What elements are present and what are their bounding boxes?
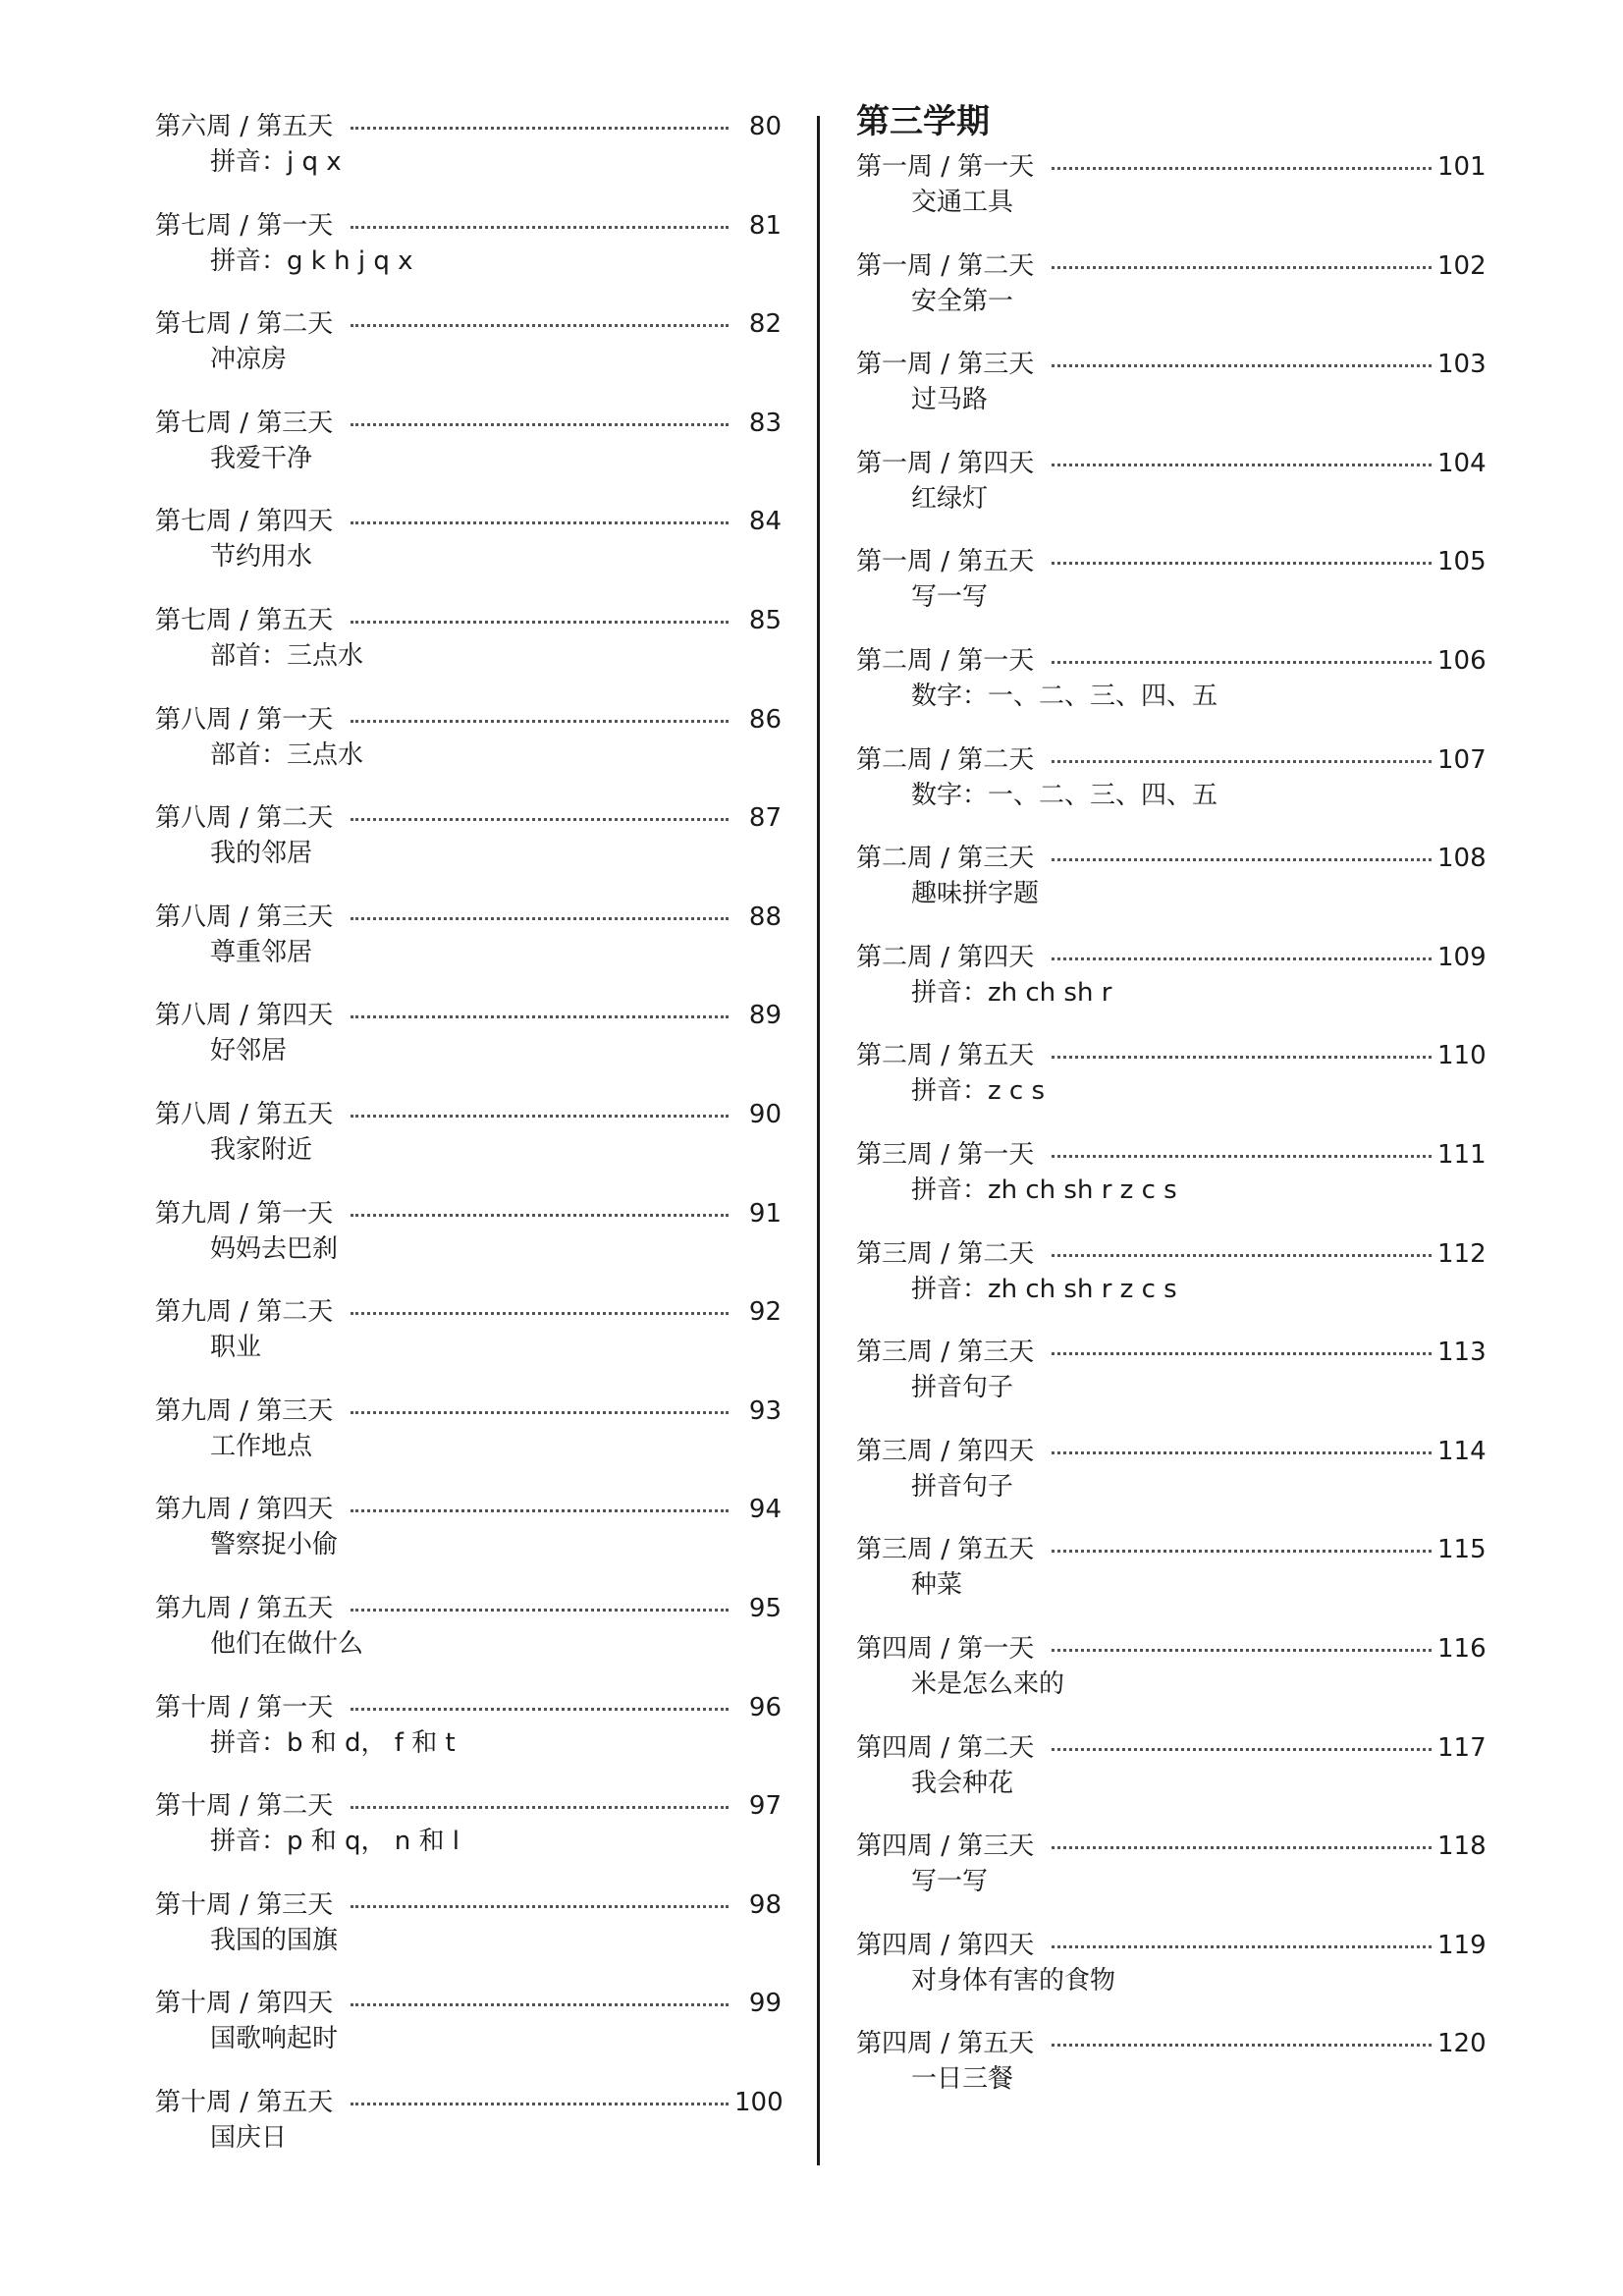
toc-entry-label: 第十周 / 第五天 xyxy=(155,2088,334,2117)
toc-entry[interactable] xyxy=(155,601,782,676)
toc-entry-page-number: 115 xyxy=(1437,1535,1487,1565)
toc-entry-label: 第九周 / 第四天 xyxy=(155,1495,334,1525)
toc-entry-subtitle: 数字：一、二、三、四、五 xyxy=(911,780,1218,810)
toc-entry-subtitle: 尊重邻居 xyxy=(210,937,313,967)
toc-entry[interactable] xyxy=(856,1629,1485,1704)
toc-entry-heading-line xyxy=(856,1135,1485,1175)
dot-leader xyxy=(1052,1846,1432,1849)
dot-leader xyxy=(1052,1945,1432,1948)
toc-entry[interactable] xyxy=(856,542,1485,617)
toc-entry-page-number: 89 xyxy=(748,1001,782,1031)
toc-entry-heading-line xyxy=(155,206,782,246)
toc-entry-label: 第七周 / 第三天 xyxy=(155,408,334,438)
toc-entry-subtitle: 工作地点 xyxy=(210,1431,313,1461)
toc-entry-page-number: 119 xyxy=(1437,1930,1487,1960)
toc-entry-label: 第一周 / 第五天 xyxy=(856,547,1035,577)
dot-leader xyxy=(351,917,729,920)
toc-entry-page-number: 104 xyxy=(1437,448,1487,478)
toc-entry-subtitle: 他们在做什么 xyxy=(210,1629,364,1659)
toc-entry-subtitle: 我的邻居 xyxy=(210,839,313,869)
dot-leader xyxy=(351,1214,729,1217)
toc-entry-heading-line xyxy=(155,1786,782,1826)
toc-entry-subtitle: 写一写 xyxy=(911,1867,989,1897)
toc-entry-heading-line xyxy=(155,2083,782,2122)
toc-entry-subtitle: 我家附近 xyxy=(210,1135,313,1165)
toc-entry-subtitle: 拼音：zh ch sh r xyxy=(911,977,1112,1008)
toc-entry-subtitle: 拼音：zh ch sh r z c s xyxy=(911,1175,1177,1205)
toc-entry-subtitle: 国歌响起时 xyxy=(210,2024,339,2054)
toc-entry-subtitle: 拼音：z c s xyxy=(911,1076,1046,1107)
toc-entry-label: 第三周 / 第二天 xyxy=(856,1238,1035,1269)
toc-entry-subtitle: 对身体有害的食物 xyxy=(911,1965,1116,1995)
toc-entry-subtitle: 警察捉小偷 xyxy=(210,1530,339,1560)
toc-entry-page-number: 108 xyxy=(1437,844,1487,874)
toc-entry-subtitle: 拼音：j q x xyxy=(210,147,342,177)
dot-leader xyxy=(351,2103,729,2105)
dot-leader xyxy=(1052,760,1432,763)
toc-entry-subtitle: 种菜 xyxy=(911,1570,963,1601)
toc-entry-subtitle: 数字：一、二、三、四、五 xyxy=(911,682,1218,711)
toc-entry-label: 第二周 / 第二天 xyxy=(856,744,1035,775)
toc-entry-page-number: 101 xyxy=(1437,152,1487,182)
toc-entry-subtitle: 写一写 xyxy=(911,582,989,613)
dot-leader xyxy=(1052,1056,1432,1059)
dot-leader xyxy=(351,720,729,723)
dot-leader xyxy=(351,1905,729,1908)
toc-entry-page-number: 81 xyxy=(748,210,782,241)
toc-entry-heading-line xyxy=(856,1530,1485,1569)
toc-entry-subtitle: 趣味拼字题 xyxy=(911,879,1040,909)
toc-entry-subtitle: 拼音句子 xyxy=(911,1373,1014,1403)
toc-entry-heading-line xyxy=(155,304,782,344)
toc-entry-label: 第七周 / 第四天 xyxy=(155,507,334,537)
toc-entry-label: 第三周 / 第一天 xyxy=(856,1140,1035,1170)
toc-entry[interactable] xyxy=(155,1589,782,1664)
toc-entry-subtitle: 米是怎么来的 xyxy=(911,1669,1065,1699)
section-title: 第三学期 xyxy=(856,102,990,141)
toc-entry-page-number: 93 xyxy=(748,1395,782,1426)
toc-entry-heading-line xyxy=(856,345,1485,384)
toc-entry-label: 第三周 / 第五天 xyxy=(856,1535,1035,1565)
dot-leader xyxy=(1052,858,1432,861)
toc-entry[interactable] xyxy=(856,1333,1485,1407)
dot-leader xyxy=(1052,1748,1432,1751)
toc-entry-label: 第九周 / 第五天 xyxy=(155,1594,334,1623)
toc-entry-page-number: 107 xyxy=(1437,744,1487,775)
toc-entry-heading-line xyxy=(856,1333,1485,1372)
toc-entry-label: 第一周 / 第三天 xyxy=(856,350,1035,380)
toc-entry-page-number: 97 xyxy=(748,1791,782,1822)
toc-entry[interactable] xyxy=(155,206,782,281)
toc-entry-subtitle: 职业 xyxy=(210,1333,262,1363)
toc-entry[interactable] xyxy=(155,1984,782,2058)
toc-entry[interactable] xyxy=(155,1786,782,1861)
toc-entry-heading-line xyxy=(856,740,1485,780)
toc-entry-label: 第十周 / 第一天 xyxy=(155,1692,334,1722)
dot-leader xyxy=(351,621,729,624)
toc-entry-heading-line xyxy=(155,1688,782,1727)
toc-entry[interactable] xyxy=(856,1926,1485,2000)
dot-leader xyxy=(1052,562,1432,565)
toc-entry-subtitle: 国庆日 xyxy=(210,2123,288,2153)
toc-entry-page-number: 103 xyxy=(1437,350,1487,380)
toc-entry[interactable] xyxy=(856,1135,1485,1210)
toc-entry-label: 第八周 / 第四天 xyxy=(155,1001,334,1031)
toc-entry-heading-line xyxy=(155,1194,782,1233)
toc-entry-page-number: 80 xyxy=(748,112,782,141)
dot-leader xyxy=(1052,167,1432,170)
toc-entry[interactable] xyxy=(856,740,1485,815)
toc-entry-page-number: 112 xyxy=(1437,1238,1487,1269)
toc-entry-page-number: 102 xyxy=(1437,250,1487,281)
dot-leader xyxy=(1052,1550,1432,1553)
toc-entry[interactable] xyxy=(856,1827,1485,1901)
toc-entry-page-number: 113 xyxy=(1437,1338,1487,1368)
toc-entry-page-number: 85 xyxy=(748,606,782,635)
toc-entry-label: 第十周 / 第二天 xyxy=(155,1791,334,1822)
toc-entry-label: 第十周 / 第四天 xyxy=(155,1989,334,2019)
toc-entry[interactable] xyxy=(155,1886,782,1960)
toc-entry-heading-line xyxy=(155,898,782,937)
toc-entry-page-number: 109 xyxy=(1437,942,1487,972)
toc-entry-page-number: 98 xyxy=(748,1889,782,1920)
toc-entry-heading-line xyxy=(856,839,1485,878)
toc-entry-page-number: 110 xyxy=(1437,1041,1487,1071)
toc-entry-label: 第二周 / 第三天 xyxy=(856,844,1035,874)
toc-entry-subtitle: 安全第一 xyxy=(911,286,1014,316)
toc-entry[interactable] xyxy=(856,938,1485,1012)
toc-entry-subtitle: 拼音：b 和 d， f 和 t xyxy=(210,1727,456,1758)
toc-entry-heading-line xyxy=(856,1926,1485,1965)
toc-entry-page-number: 88 xyxy=(748,902,782,932)
column-divider xyxy=(817,116,820,2165)
toc-entry-heading-line xyxy=(856,1036,1485,1075)
toc-entry[interactable] xyxy=(155,1194,782,1269)
toc-entry-subtitle: 拼音句子 xyxy=(911,1471,1014,1502)
toc-entry-page-number: 105 xyxy=(1437,547,1487,577)
toc-entry[interactable] xyxy=(155,1095,782,1170)
toc-entry-heading-line xyxy=(155,1392,782,1431)
toc-entry-page-number: 99 xyxy=(748,1989,782,2019)
toc-entry-heading-line xyxy=(856,246,1485,286)
toc-entry-label: 第一周 / 第二天 xyxy=(856,250,1035,281)
toc-entry-page-number: 106 xyxy=(1437,646,1487,676)
toc-entry-page-number: 100 xyxy=(734,2088,784,2117)
dot-leader xyxy=(351,1411,729,1414)
dot-leader xyxy=(351,324,729,327)
dot-leader xyxy=(351,1806,729,1809)
toc-entry[interactable] xyxy=(856,1036,1485,1111)
toc-entry-heading-line xyxy=(155,1886,782,1925)
toc-entry[interactable] xyxy=(155,1490,782,1564)
toc-entry-page-number: 87 xyxy=(748,803,782,834)
toc-entry-label: 第八周 / 第五天 xyxy=(155,1100,334,1129)
toc-entry-heading-line xyxy=(155,1589,782,1628)
dot-leader xyxy=(351,226,729,229)
toc-entry[interactable] xyxy=(155,404,782,478)
toc-entry-subtitle: 我爱干净 xyxy=(210,443,313,473)
toc-entry-label: 第八周 / 第二天 xyxy=(155,803,334,834)
toc-entry-page-number: 82 xyxy=(748,309,782,340)
toc-entry-label: 第四周 / 第五天 xyxy=(856,2029,1035,2059)
toc-entry-page-number: 86 xyxy=(748,704,782,735)
toc-entry-label: 第四周 / 第四天 xyxy=(856,1930,1035,1960)
toc-entry-label: 第七周 / 第五天 xyxy=(155,606,334,635)
toc-entry-heading-line xyxy=(155,1984,782,2023)
toc-entry[interactable] xyxy=(856,1432,1485,1506)
toc-entry-label: 第四周 / 第二天 xyxy=(856,1732,1035,1763)
toc-entry-heading-line xyxy=(856,641,1485,681)
toc-entry-label: 第七周 / 第二天 xyxy=(155,309,334,340)
dot-leader xyxy=(1052,464,1432,466)
toc-entry-heading-line xyxy=(155,107,782,146)
dot-leader xyxy=(351,2003,729,2006)
toc-entry-label: 第七周 / 第一天 xyxy=(155,210,334,241)
toc-entry-label: 第八周 / 第一天 xyxy=(155,704,334,735)
toc-entry[interactable] xyxy=(155,1688,782,1763)
dot-leader xyxy=(1052,364,1432,367)
toc-entry-subtitle: 拼音：zh ch sh r z c s xyxy=(911,1274,1177,1304)
dot-leader xyxy=(1052,1254,1432,1257)
toc-entry-heading-line xyxy=(155,1490,782,1529)
toc-entry-heading-line xyxy=(155,996,782,1035)
toc-entry[interactable] xyxy=(155,2083,782,2158)
toc-entry[interactable] xyxy=(856,1234,1485,1309)
toc-entry-label: 第四周 / 第一天 xyxy=(856,1634,1035,1664)
toc-entry-label: 第九周 / 第一天 xyxy=(155,1198,334,1229)
toc-entry-subtitle: 一日三餐 xyxy=(911,2064,1014,2095)
dot-leader xyxy=(351,1015,729,1018)
toc-entry-label: 第一周 / 第四天 xyxy=(856,448,1035,478)
toc-entry-subtitle: 拼音：g k h j q x xyxy=(210,246,413,276)
toc-entry[interactable] xyxy=(155,1292,782,1367)
dot-leader xyxy=(351,1609,729,1612)
toc-entry-heading-line xyxy=(155,502,782,541)
toc-entry-label: 第二周 / 第一天 xyxy=(856,646,1035,676)
toc-entry-label: 第四周 / 第三天 xyxy=(856,1831,1035,1862)
dot-leader xyxy=(351,818,729,821)
toc-entry-page-number: 118 xyxy=(1437,1831,1487,1862)
dot-leader xyxy=(351,1115,729,1118)
toc-entry[interactable] xyxy=(155,107,782,182)
toc-entry-heading-line xyxy=(155,1292,782,1332)
toc-entry-label: 第三周 / 第四天 xyxy=(856,1436,1035,1466)
toc-entry-subtitle: 我会种花 xyxy=(911,1768,1014,1798)
dot-leader xyxy=(1052,266,1432,269)
toc-entry-heading-line xyxy=(155,601,782,640)
toc-entry-subtitle: 红绿灯 xyxy=(911,483,989,514)
toc-entry[interactable] xyxy=(155,1392,782,1466)
toc-entry-subtitle: 交通工具 xyxy=(911,188,1014,217)
toc-entry-heading-line xyxy=(856,444,1485,483)
toc-entry-page-number: 92 xyxy=(748,1297,782,1328)
toc-entry-label: 第六周 / 第五天 xyxy=(155,112,334,141)
dot-leader xyxy=(1052,1451,1432,1454)
toc-entry-heading-line xyxy=(856,542,1485,581)
toc-entry-page-number: 95 xyxy=(748,1594,782,1623)
toc-entry-heading-line xyxy=(856,1629,1485,1668)
dot-leader xyxy=(1052,1352,1432,1355)
toc-entry-subtitle: 冲凉房 xyxy=(210,345,288,375)
dot-leader xyxy=(1052,957,1432,960)
toc-entry-heading-line xyxy=(856,1728,1485,1768)
toc-entry-heading-line xyxy=(155,1095,782,1134)
toc-entry[interactable] xyxy=(856,641,1485,716)
dot-leader xyxy=(1052,2044,1432,2047)
toc-entry[interactable] xyxy=(856,2024,1485,2099)
toc-entry[interactable] xyxy=(155,304,782,379)
toc-entry-page-number: 84 xyxy=(748,507,782,537)
toc-entry-page-number: 114 xyxy=(1437,1436,1487,1466)
toc-entry-label: 第十周 / 第三天 xyxy=(155,1889,334,1920)
toc-entry-page-number: 120 xyxy=(1437,2029,1487,2059)
dot-leader xyxy=(351,1312,729,1315)
toc-entry-page-number: 91 xyxy=(748,1198,782,1229)
dot-leader xyxy=(1052,1155,1432,1158)
toc-entry[interactable] xyxy=(856,444,1485,519)
toc-entry[interactable] xyxy=(856,345,1485,419)
dot-leader xyxy=(1052,661,1432,664)
toc-entry-heading-line xyxy=(856,1432,1485,1471)
toc-entry-page-number: 111 xyxy=(1437,1140,1487,1170)
dot-leader xyxy=(1052,1649,1432,1652)
toc-entry-label: 第二周 / 第四天 xyxy=(856,942,1035,972)
toc-entry-page-number: 90 xyxy=(748,1100,782,1129)
toc-entry-label: 第二周 / 第五天 xyxy=(856,1041,1035,1071)
toc-entry-page-number: 116 xyxy=(1437,1634,1487,1664)
toc-entry-heading-line xyxy=(155,798,782,838)
dot-leader xyxy=(351,1509,729,1512)
toc-entry-subtitle: 妈妈去巴刹 xyxy=(210,1233,339,1264)
toc-entry-label: 第九周 / 第三天 xyxy=(155,1395,334,1426)
dot-leader xyxy=(351,1708,729,1711)
dot-leader xyxy=(351,127,729,130)
toc-entry-heading-line xyxy=(856,938,1485,977)
toc-entry-subtitle: 过马路 xyxy=(911,385,989,415)
toc-entry-subtitle: 部首：三点水 xyxy=(210,739,364,770)
toc-entry-heading-line xyxy=(856,1827,1485,1866)
toc-entry-label: 第三周 / 第三天 xyxy=(856,1338,1035,1368)
toc-entry[interactable] xyxy=(155,502,782,576)
toc-entry[interactable] xyxy=(155,798,782,873)
dot-leader xyxy=(351,423,729,426)
toc-entry-heading-line xyxy=(155,700,782,739)
toc-entry-heading-line xyxy=(856,2024,1485,2063)
toc-entry-page-number: 117 xyxy=(1437,1732,1487,1763)
toc-entry-subtitle: 部首：三点水 xyxy=(210,641,364,671)
toc-entry[interactable] xyxy=(856,1530,1485,1605)
toc-entry[interactable] xyxy=(155,700,782,775)
toc-entry-subtitle: 拼音：p 和 q， n 和 l xyxy=(210,1827,460,1857)
toc-entry-subtitle: 好邻居 xyxy=(210,1036,288,1066)
toc-entry-heading-line xyxy=(856,1234,1485,1274)
toc-entry[interactable] xyxy=(856,246,1485,321)
toc-entry[interactable] xyxy=(155,898,782,972)
toc-entry[interactable] xyxy=(856,147,1485,222)
toc-entry-subtitle: 节约用水 xyxy=(210,542,313,573)
dot-leader xyxy=(351,521,729,524)
toc-entry[interactable] xyxy=(155,996,782,1070)
toc-entry-page-number: 94 xyxy=(748,1495,782,1525)
toc-entry-heading-line xyxy=(155,404,782,443)
toc-entry[interactable] xyxy=(856,839,1485,913)
toc-entry-label: 第一周 / 第一天 xyxy=(856,152,1035,182)
toc-entry-label: 第八周 / 第三天 xyxy=(155,902,334,932)
toc-entry-subtitle: 我国的国旗 xyxy=(210,1925,339,1955)
toc-entry-page-number: 96 xyxy=(748,1692,782,1722)
toc-entry-page-number: 83 xyxy=(748,408,782,438)
toc-entry-label: 第九周 / 第二天 xyxy=(155,1297,334,1328)
toc-entry[interactable] xyxy=(856,1728,1485,1803)
toc-entry-heading-line xyxy=(856,147,1485,187)
